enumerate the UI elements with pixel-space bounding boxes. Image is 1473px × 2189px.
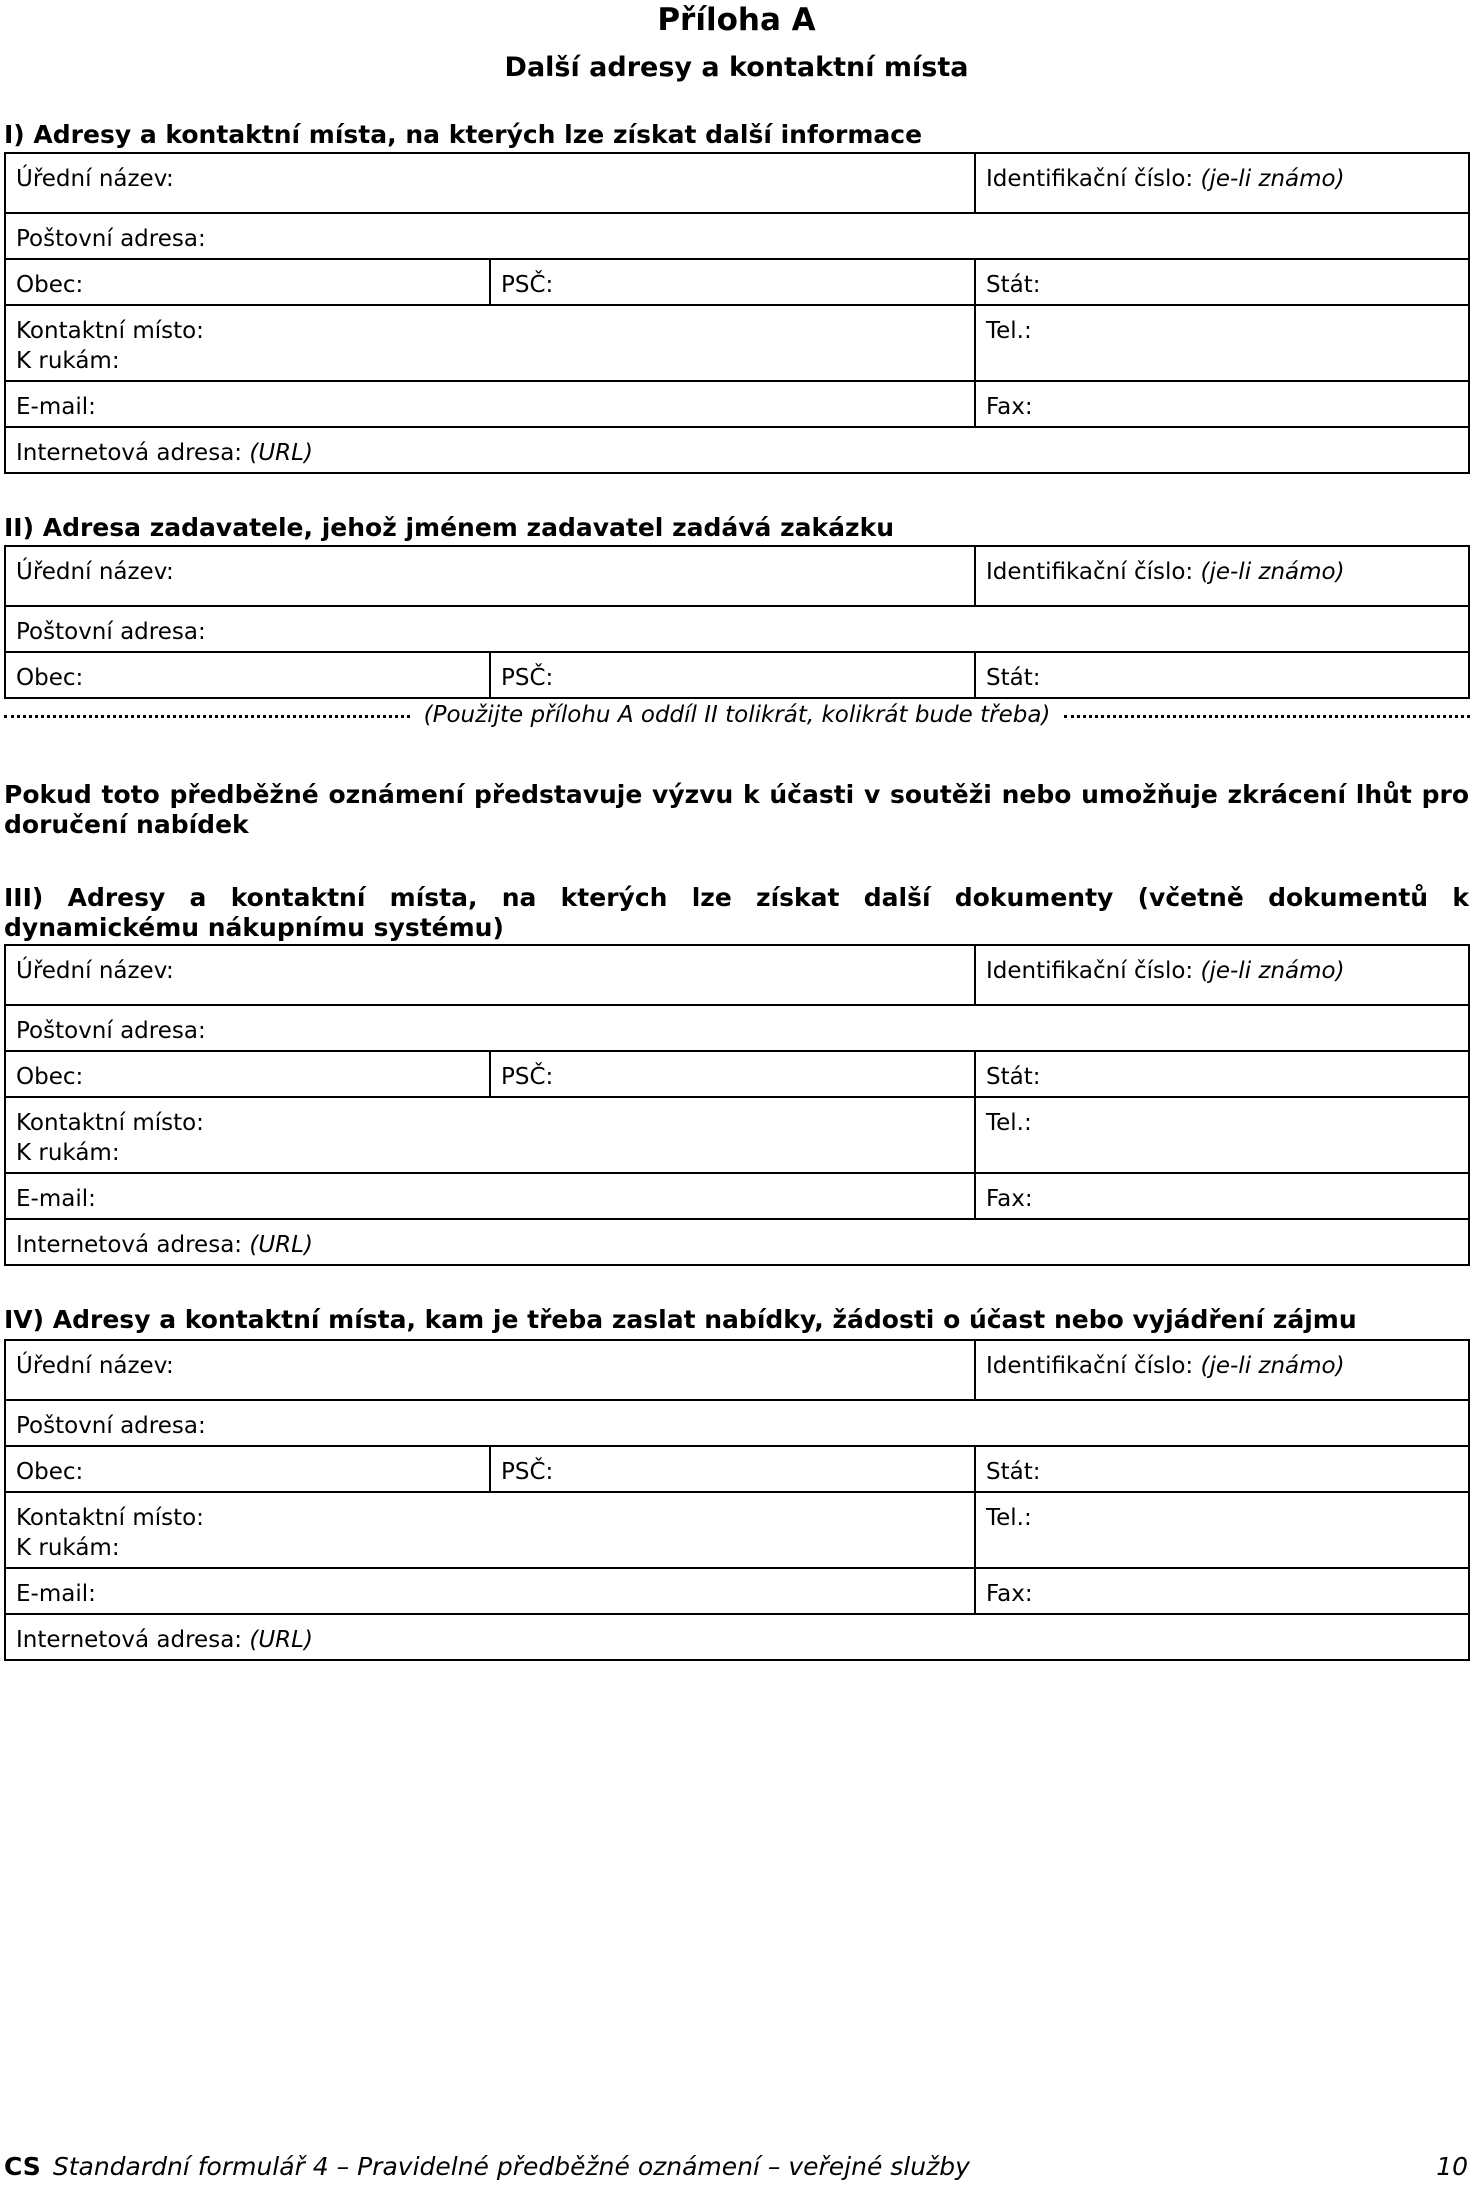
id-number-label: Identifikační číslo: [986, 1353, 1194, 1379]
id-number-note: (je-li známo) [1200, 1353, 1345, 1379]
postal-address-field[interactable] [5, 213, 1469, 259]
town-field[interactable] [5, 1446, 490, 1492]
country-field[interactable] [975, 1051, 1469, 1097]
town-field[interactable] [5, 652, 490, 698]
id-number-note: (je-li známo) [1200, 958, 1345, 984]
postal-address-label: Poštovní adresa: [16, 1018, 206, 1044]
email-label: E-mail: [16, 394, 96, 420]
postal-code-field[interactable] [490, 259, 975, 305]
country-field[interactable] [975, 652, 1469, 698]
postal-address-field[interactable] [5, 1005, 1469, 1051]
postal-address-field[interactable] [5, 1400, 1469, 1446]
official-name-label: Úřední název: [16, 1353, 174, 1379]
page-title: Příloha A [657, 2, 816, 38]
id-number-field[interactable] [975, 945, 1469, 1005]
id-number-note: (je-li známo) [1200, 559, 1345, 585]
section-3-heading: III) Adresy a kontaktní místa, na kterých lze získat další dokumenty (včetně dokumentů k dynamickému nákupnímu systému) [4, 883, 1469, 942]
official-name-field[interactable] [5, 546, 975, 606]
id-number-field[interactable] [975, 153, 1469, 213]
section-4-form [4, 1339, 1470, 1661]
country-label: Stát: [986, 665, 1041, 691]
telephone-field[interactable] [975, 305, 1469, 381]
country-label: Stát: [986, 272, 1041, 298]
postal-address-label: Poštovní adresa: [16, 226, 206, 252]
telephone-field[interactable] [975, 1492, 1469, 1568]
official-name-field[interactable] [5, 1340, 975, 1400]
attention-label: K rukám: [16, 1535, 120, 1561]
town-label: Obec: [16, 1459, 84, 1485]
repeat-note-row [4, 700, 1470, 730]
section-1-heading: I) Adresy a kontaktní místa, na kterých lze získat další informace [4, 120, 923, 149]
id-number-label: Identifikační číslo: [986, 958, 1194, 984]
section-2-heading: II) Adresa zadavatele, jehož jménem zadavatel zadává zakázku [4, 513, 895, 542]
url-note: (URL) [249, 440, 313, 466]
official-name-field[interactable] [5, 945, 975, 1005]
contact-point-field[interactable] [5, 1492, 975, 1568]
section-4-heading: IV) Adresy a kontaktní místa, kam je třeba zaslat nabídky, žádosti o účast nebo vyjádření zájmu [4, 1305, 1357, 1334]
contact-point-label: Kontaktní místo: [16, 1110, 204, 1136]
internet-address-label: Internetová adresa: [16, 1627, 243, 1653]
page-footer [4, 2152, 1468, 2181]
postal-code-field[interactable] [490, 1051, 975, 1097]
postal-code-label: PSČ: [501, 272, 554, 298]
attention-label: K rukám: [16, 348, 120, 374]
dotted-leader-left [4, 715, 410, 718]
id-number-field[interactable] [975, 546, 1469, 606]
town-label: Obec: [16, 1064, 84, 1090]
section-2-form [4, 545, 1470, 699]
country-label: Stát: [986, 1459, 1041, 1485]
dotted-leader-right [1064, 715, 1470, 718]
url-note: (URL) [249, 1232, 313, 1258]
contact-point-field[interactable] [5, 1097, 975, 1173]
fax-field[interactable] [975, 381, 1469, 427]
telephone-label: Tel.: [986, 1110, 1032, 1136]
fax-label: Fax: [986, 1186, 1033, 1212]
internet-address-field[interactable] [5, 1219, 1469, 1265]
postal-code-label: PSČ: [501, 1064, 554, 1090]
official-name-label: Úřední název: [16, 559, 174, 585]
official-name-label: Úřední název: [16, 166, 174, 192]
town-label: Obec: [16, 665, 84, 691]
contact-point-label: Kontaktní místo: [16, 1505, 204, 1531]
postal-code-field[interactable] [490, 652, 975, 698]
official-name-label: Úřední název: [16, 958, 174, 984]
id-number-field[interactable] [975, 1340, 1469, 1400]
town-label: Obec: [16, 272, 84, 298]
email-field[interactable] [5, 381, 975, 427]
telephone-label: Tel.: [986, 1505, 1032, 1531]
fax-field[interactable] [975, 1173, 1469, 1219]
footer-page-number: 10 [1436, 2152, 1468, 2181]
fax-label: Fax: [986, 394, 1033, 420]
internet-address-label: Internetová adresa: [16, 1232, 243, 1258]
fax-label: Fax: [986, 1581, 1033, 1607]
page-subtitle: Další adresy a kontaktní místa [504, 52, 969, 83]
email-label: E-mail: [16, 1186, 96, 1212]
postal-address-label: Poštovní adresa: [16, 1413, 206, 1439]
country-field[interactable] [975, 259, 1469, 305]
section-1-form [4, 152, 1470, 474]
postal-address-label: Poštovní adresa: [16, 619, 206, 645]
footer-form-title: Standardní formulář 4 – Pravidelné předběžné oznámení – veřejné služby [52, 2152, 970, 2181]
telephone-field[interactable] [975, 1097, 1469, 1173]
section-3-form [4, 944, 1470, 1266]
town-field[interactable] [5, 259, 490, 305]
email-field[interactable] [5, 1568, 975, 1614]
id-number-label: Identifikační číslo: [986, 559, 1194, 585]
notice-heading: Pokud toto předběžné oznámení představuje výzvu k účasti v soutěži nebo umožňuje zkrácení lhůt pro doručení nabídek [4, 780, 1469, 839]
footer-left [4, 2152, 970, 2181]
official-name-field[interactable] [5, 153, 975, 213]
town-field[interactable] [5, 1051, 490, 1097]
url-note: (URL) [249, 1627, 313, 1653]
internet-address-label: Internetová adresa: [16, 440, 243, 466]
attention-label: K rukám: [16, 1140, 120, 1166]
telephone-label: Tel.: [986, 318, 1032, 344]
internet-address-field[interactable] [5, 1614, 1469, 1660]
email-label: E-mail: [16, 1581, 96, 1607]
repeat-note: (Použijte přílohu A oddíl II tolikrát, kolikrát bude třeba) [423, 702, 1051, 728]
id-number-label: Identifikační číslo: [986, 166, 1194, 192]
postal-code-field[interactable] [490, 1446, 975, 1492]
internet-address-field[interactable] [5, 427, 1469, 473]
email-field[interactable] [5, 1173, 975, 1219]
country-field[interactable] [975, 1446, 1469, 1492]
country-label: Stát: [986, 1064, 1041, 1090]
postal-code-label: PSČ: [501, 665, 554, 691]
postal-address-field[interactable] [5, 606, 1469, 652]
footer-language-code: CS [4, 2152, 41, 2181]
postal-code-label: PSČ: [501, 1459, 554, 1485]
contact-point-field[interactable] [5, 305, 975, 381]
contact-point-label: Kontaktní místo: [16, 318, 204, 344]
fax-field[interactable] [975, 1568, 1469, 1614]
id-number-note: (je-li známo) [1200, 166, 1345, 192]
